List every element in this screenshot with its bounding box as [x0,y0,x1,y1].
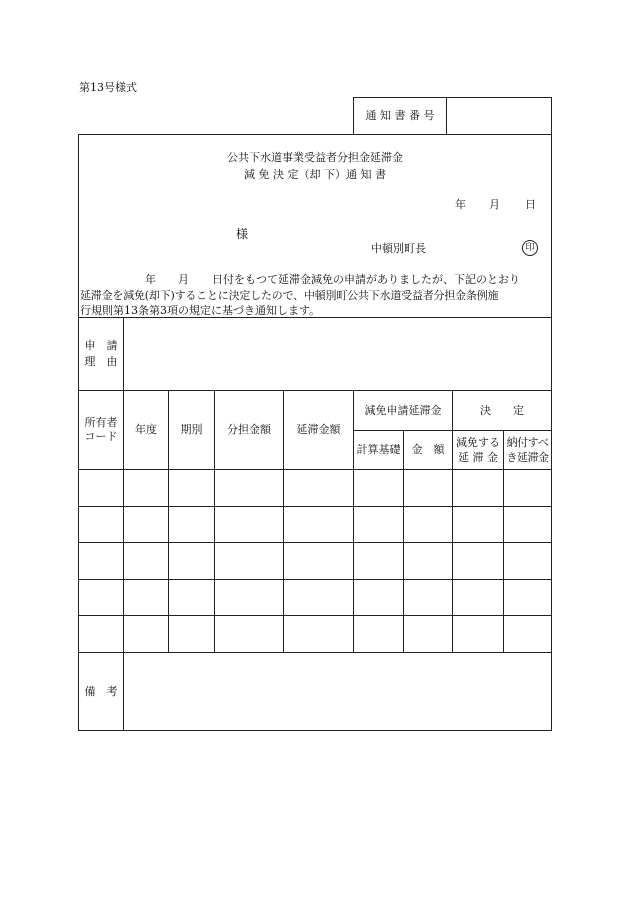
form-title-line2: 減 免 決 定（却 下）通 知 書 [244,168,386,181]
form-title-line1: 公共下水道事業受益者分担金延滞金 [227,151,403,164]
date-month: 月 [489,198,500,211]
body-year: 年 [145,273,156,286]
issuer-name: 中頓別町長 [371,242,426,255]
date-year: 年 [455,198,466,211]
col-amount: 金 額 [411,443,445,456]
col-fiscal-year: 年度 [135,423,157,436]
seal-mark: 印 [522,240,538,256]
col-owner-code-line1: 所有者 [84,416,118,429]
date-day: 日 [525,198,536,211]
col-exempt-line1: 減免する [456,436,500,449]
col-period: 期別 [180,423,203,436]
remarks-label: 備 考 [84,685,118,698]
body-month: 月 [178,273,189,286]
reason-label-line2: 理 由 [84,355,118,368]
form-number: 第13号様式 [79,81,137,94]
notice-number-label: 通 知 書 番 号 [365,109,435,122]
col-share-amount: 分担金額 [227,423,271,436]
body-line3: 行規則第13条第3項の規定に基づき通知します。 [80,304,321,317]
col-calc-basis: 計算基礎 [356,443,401,456]
col-payable-line2: き延滞金 [506,451,549,464]
col-payable-line1: 納付すべ [506,436,549,449]
body-line2: 延滞金を減免(却下)することに決定したので、中頓別町公共下水道受益者分担金条例施 [80,289,499,302]
col-late-amount: 延滞金額 [296,423,341,436]
col-group-decision: 決 定 [480,404,524,417]
reason-label-line1: 申 請 [84,339,118,352]
col-exempt-line2: 延 滞 金 [458,451,498,464]
addressee-suffix: 様 [236,227,249,241]
body-line1: 日付をもつて延滞金減免の申請がありましたが、下記のとおり [212,273,520,286]
col-group-applied: 減免申請延滞金 [364,404,442,417]
col-owner-code-line2: コード [84,430,118,443]
